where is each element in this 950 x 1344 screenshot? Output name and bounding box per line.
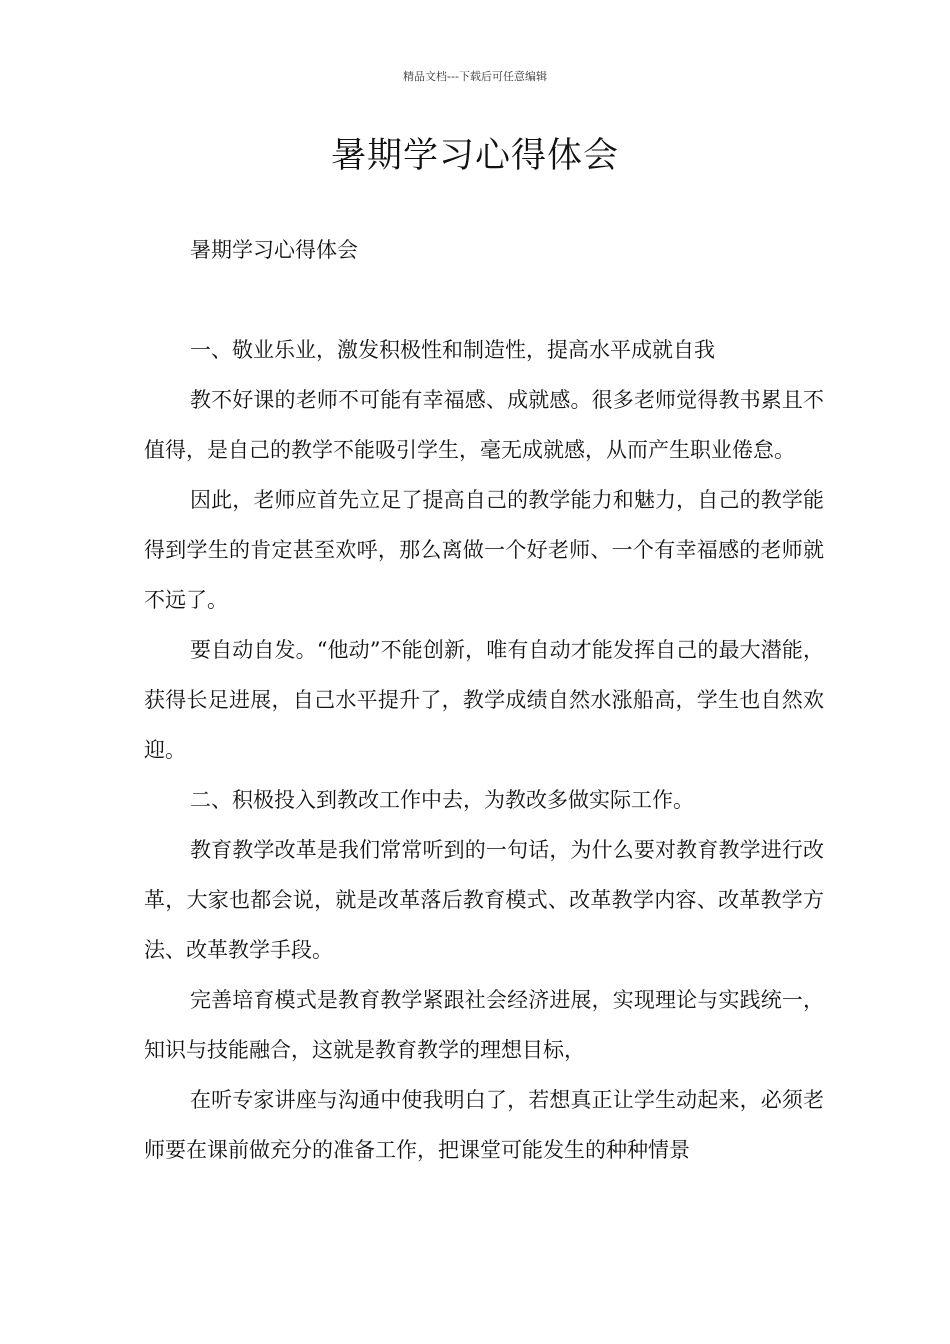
document-subtitle: 暑期学习心得体会	[190, 238, 358, 262]
paragraph: 完善培育模式是教育教学紧跟社会经济进展，实现理论与实践统一，知识与技能融合，这就是教育教学的理想目标，	[144, 988, 824, 1062]
document-title: 暑期学习心得体会	[330, 136, 619, 176]
section-heading-1: 一、敬业乐业，激发积极性和制造性，提高水平成就自我	[190, 338, 715, 362]
header-note: 精品文档---下载后可任意编辑	[403, 70, 547, 83]
section-heading-2: 二、积极投入到教改工作中去，为教改多做实际工作。	[190, 788, 694, 812]
paragraph: 因此，老师应首先立足了提高自己的教学能力和魅力，自己的教学能得到学生的肯定甚至欢呼，那么离做一个好老师、一个有幸福感的老师就不远了。	[144, 488, 824, 612]
paragraph: 教不好课的老师不可能有幸福感、成就感。很多老师觉得教书累且不值得，是自己的教学不能吸引学生，毫无成就感，从而产生职业倦怠。	[144, 388, 824, 462]
paragraph: 要自动自发。“他动”不能创新，唯有自动才能发挥自己的最大潜能，获得长足进展，自己水平提升了，教学成绩自然水涨船高，学生也自然欢迎。	[144, 638, 824, 762]
paragraph: 教育教学改革是我们常常听到的一句话，为什么要对教育教学进行改革，大家也都会说，就是改革落后教育模式、改革教学内容、改革教学方法、改革教学手段。	[144, 838, 824, 962]
document-body	[144, 325, 824, 1175]
paragraph: 在听专家讲座与沟通中使我明白了，若想真正让学生动起来，必须老师要在课前做充分的准备工作，把课堂可能发生的种种情景	[144, 1088, 824, 1162]
